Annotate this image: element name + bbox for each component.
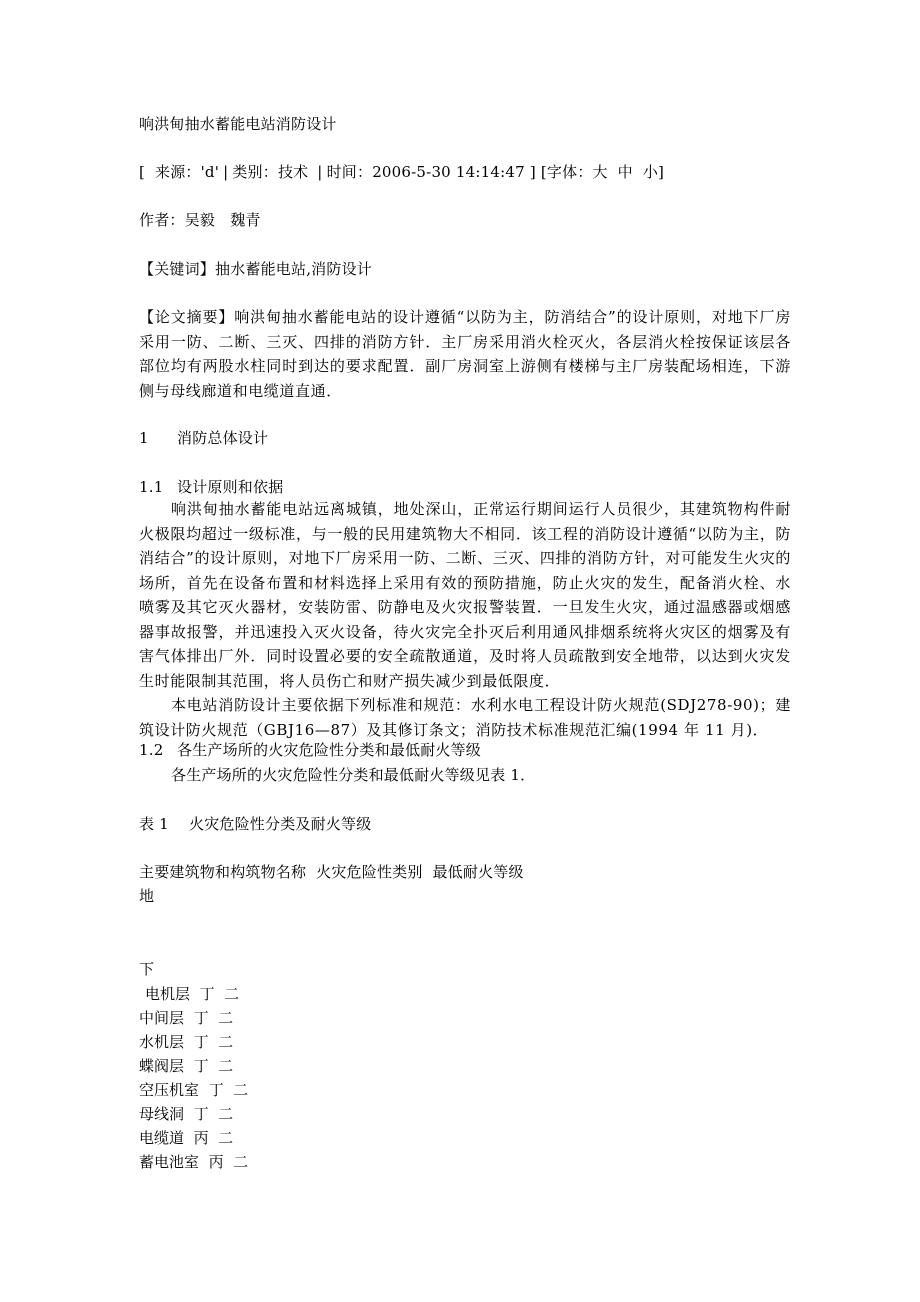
table-caption-number: 表 1	[139, 815, 169, 833]
table-header-row	[139, 860, 524, 884]
meta-open-bracket: [	[139, 163, 155, 181]
table-cell: 母线洞	[139, 1105, 185, 1123]
table-cell: 二	[233, 1153, 249, 1171]
meta-source-label: 来源：	[155, 163, 201, 181]
font-size-medium-link[interactable]: 中	[617, 163, 633, 181]
table-cell: 中间层	[139, 1009, 185, 1027]
table-cell: 丁	[193, 1057, 209, 1075]
meta-category-label: 类别：	[232, 163, 278, 181]
table-cell: 蝶阀层	[139, 1057, 185, 1075]
table-row	[139, 1054, 233, 1078]
table-cell: 蓄电池室	[139, 1153, 200, 1171]
font-size-large-link[interactable]: 大	[592, 163, 608, 181]
meta-source-value: 'd'	[200, 163, 220, 181]
subsection-title: 设计原则和依据	[177, 478, 284, 496]
subsection-heading	[139, 475, 283, 499]
abstract-text: 【论文摘要】响洪甸抽水蓄能电站的设计遵循“以防为主，防消结合”的设计原则，对地下厂房采用一防、二断、三灭、四排的消防方针．主厂房采用消火栓灭火，各层消火栓按保证该层各部位均有两股水柱同时到达的要求配置．副厂房洞室上游侧有楼梯与主厂房装配场相连，下游侧与母线廊道和电缆道直通．	[139, 308, 791, 400]
meta-close-bracket: ]	[524, 163, 541, 181]
table-cell: 水机层	[139, 1033, 185, 1051]
table-caption-title: 火灾危险性分类及耐火等级	[189, 815, 372, 833]
table-cell: 丁	[208, 1081, 224, 1099]
article-author: 作者：吴毅 魏青	[139, 211, 261, 229]
table-header-cell: 火灾危险性类别	[316, 863, 423, 881]
section-heading	[139, 426, 268, 450]
table-row	[139, 1150, 248, 1174]
table-cell: 丙	[208, 1153, 224, 1171]
article-keywords: 【关键词】抽水蓄能电站,消防设计	[139, 260, 372, 278]
article-title: 响洪甸抽水蓄能电站消防设计	[139, 115, 337, 133]
table-cell: 丁	[193, 1105, 209, 1123]
body-paragraph: 本电站消防设计主要依据下列标准和规范：水利水电工程设计防火规范(SDJ278-90)；建筑设计防火规范（GBJ16—87）及其修订条文；消防技术标准规范汇编(1994 年 11 月)．	[139, 696, 791, 739]
table-cell: 二	[218, 1105, 234, 1123]
subsection-heading	[139, 738, 481, 762]
article-abstract	[139, 305, 791, 403]
table-row	[139, 1030, 233, 1054]
table-cell: 电缆道	[139, 1129, 185, 1147]
table-header-cell: 主要建筑物和构筑物名称	[139, 863, 307, 881]
meta-divider: |	[312, 163, 323, 181]
subsection-body	[139, 497, 791, 742]
meta-time-label: 时间：	[326, 163, 373, 181]
table-row	[139, 1126, 233, 1150]
font-size-label: [字体：	[540, 163, 593, 181]
section-number: 1	[139, 429, 149, 447]
table-cell: 二	[218, 1057, 234, 1075]
meta-time-value: 2006-5-30 14:14:47	[372, 163, 525, 181]
table-cell: 二	[233, 1081, 249, 1099]
table-cell: 丙	[193, 1129, 209, 1147]
body-paragraph: 响洪甸抽水蓄能电站远离城镇，地处深山，正常运行期间运行人员很少，其建筑物构件耐火极限均超过一级标准，与一般的民用建筑物大不相同．该工程的消防设计遵循“以防为主，防消结合”的设计原则，对地下厂房采用一防、二断、三灭、四排的消防方针，对可能发生火灾的场所，首先在设备布置和材料选择上采用有效的预防措施，防止火灾的发生，配备消火栓、水喷雾及其它灭火器材，安装防雷、防静电及火灾报警装置．一旦发生火灾，通过温感器或烟感器事故报警，并迅速投入灭火设备，待火灾完全扑灭后利用通风排烟系统将火灾区的烟雾及有害气体排出厂外．同时设置必要的安全疏散通道，及时将人员疏散到安全地带，以达到火灾发生时能限制其范围，将人员伤亡和财产损失减少到最低限度．	[139, 500, 791, 690]
font-size-small-link[interactable]: 小]	[642, 163, 665, 181]
table-caption	[139, 812, 371, 836]
article-meta	[139, 160, 664, 184]
table-row	[139, 1078, 248, 1102]
subsection-title: 各生产场所的火灾危险性分类和最低耐火等级	[177, 741, 482, 759]
table-cell: 电机层	[145, 985, 191, 1003]
subsection-number: 1.1	[139, 478, 164, 496]
table-row	[139, 1006, 233, 1030]
table-cell: 二	[218, 1033, 234, 1051]
table-cell: 空压机室	[139, 1081, 200, 1099]
table-row	[145, 982, 239, 1006]
table-cell: 二	[224, 985, 240, 1003]
table-cell: 二	[218, 1129, 234, 1147]
table-cell: 丁	[199, 985, 215, 1003]
table-cell: 丁	[193, 1009, 209, 1027]
table-row	[139, 1102, 233, 1126]
table-header-cell: 最低耐火等级	[432, 863, 524, 881]
meta-category-value: 技术	[277, 163, 309, 181]
subsection-number: 1.2	[139, 741, 164, 759]
table-group-label: 地	[139, 887, 155, 905]
table-group-label: 下	[139, 960, 155, 978]
section-title: 消防总体设计	[177, 429, 269, 447]
meta-divider: |	[223, 163, 229, 181]
table-cell: 二	[218, 1009, 234, 1027]
body-paragraph: 各生产场所的火灾危险性分类和最低耐火等级见表 1．	[171, 766, 536, 784]
table-cell: 丁	[193, 1033, 209, 1051]
